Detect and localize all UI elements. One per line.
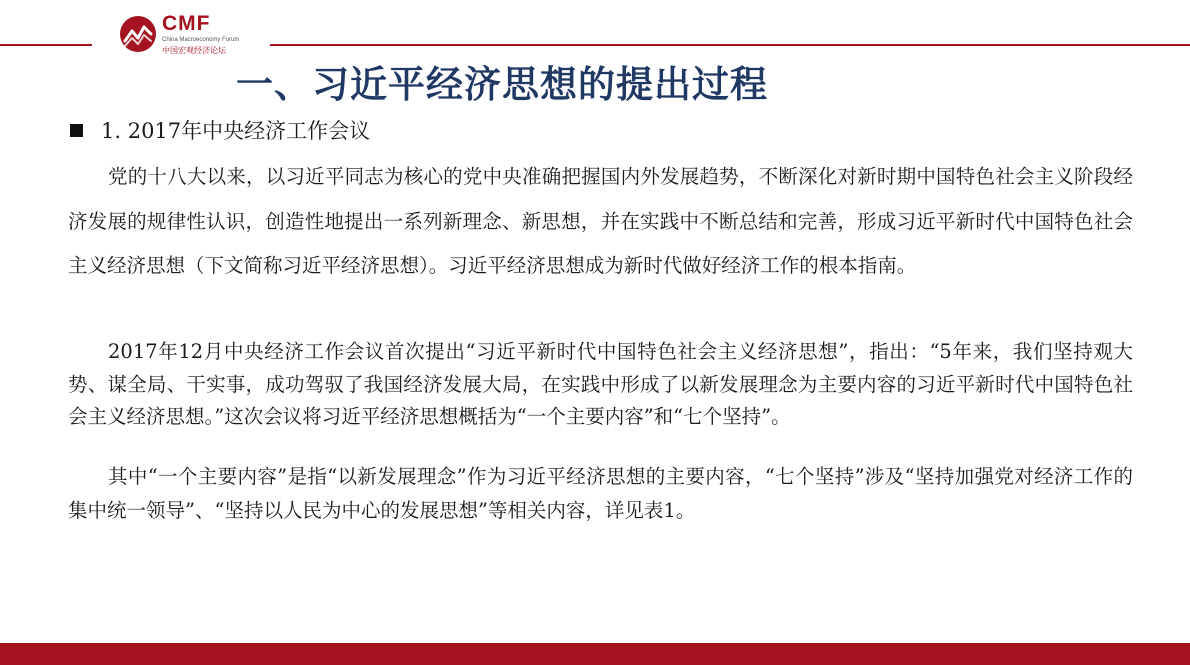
- logo-english-name: China Macroeconomy Forum: [162, 37, 240, 43]
- cmf-logo: [118, 8, 268, 54]
- section-heading: [70, 115, 370, 145]
- header-rule-left: [0, 44, 92, 46]
- paragraph-3: 其中“一个主要内容”是指“以新发展理念”作为习近平经济思想的主要内容，“七个坚持”涉及“坚持加强党对经济工作的集中统一领导”、“坚持以人民为中心的发展思想”等相关内容，详见表1。: [68, 465, 1133, 522]
- paragraph-2: 2017年12月中央经济工作会议首次提出“习近平新时代中国特色社会主义经济思想”，指出：“5年来，我们坚持观大势、谋全局、干实事，成功驾驭了我国经济发展大局，在实践中形成了以新发展理念为主要内容的习近平新时代中国特色社会主义经济思想。”这次会议将习近平经济思想概括为“一个主要内容”和“七个坚持”。: [68, 340, 1133, 428]
- section-heading-text: 1. 2017年中央经济工作会议: [101, 119, 371, 143]
- footer-bar: [0, 643, 1190, 665]
- logo-chinese-name: 中国宏观经济论坛: [162, 46, 226, 55]
- paragraph-1: 党的十八大以来，以习近平同志为核心的党中央准确把握国内外发展趋势，不断深化对新时期中国特色社会主义阶段经济发展的规律性认识，创造性地提出一系列新理念、新思想，并在实践中不断总结和完善，形成习近平新时代中国特色社会主义经济思想（下文简称习近平经济思想）。习近平经济思想成为新时代做好经济工作的根本指南。: [68, 165, 1133, 277]
- slide-title: 一、习近平经济思想的提出过程: [236, 63, 768, 106]
- logo-text: CMF: [162, 12, 211, 35]
- header-rule-right: [270, 44, 1190, 46]
- square-bullet-icon: [70, 124, 83, 137]
- cmf-logo-mark-icon: [118, 14, 158, 54]
